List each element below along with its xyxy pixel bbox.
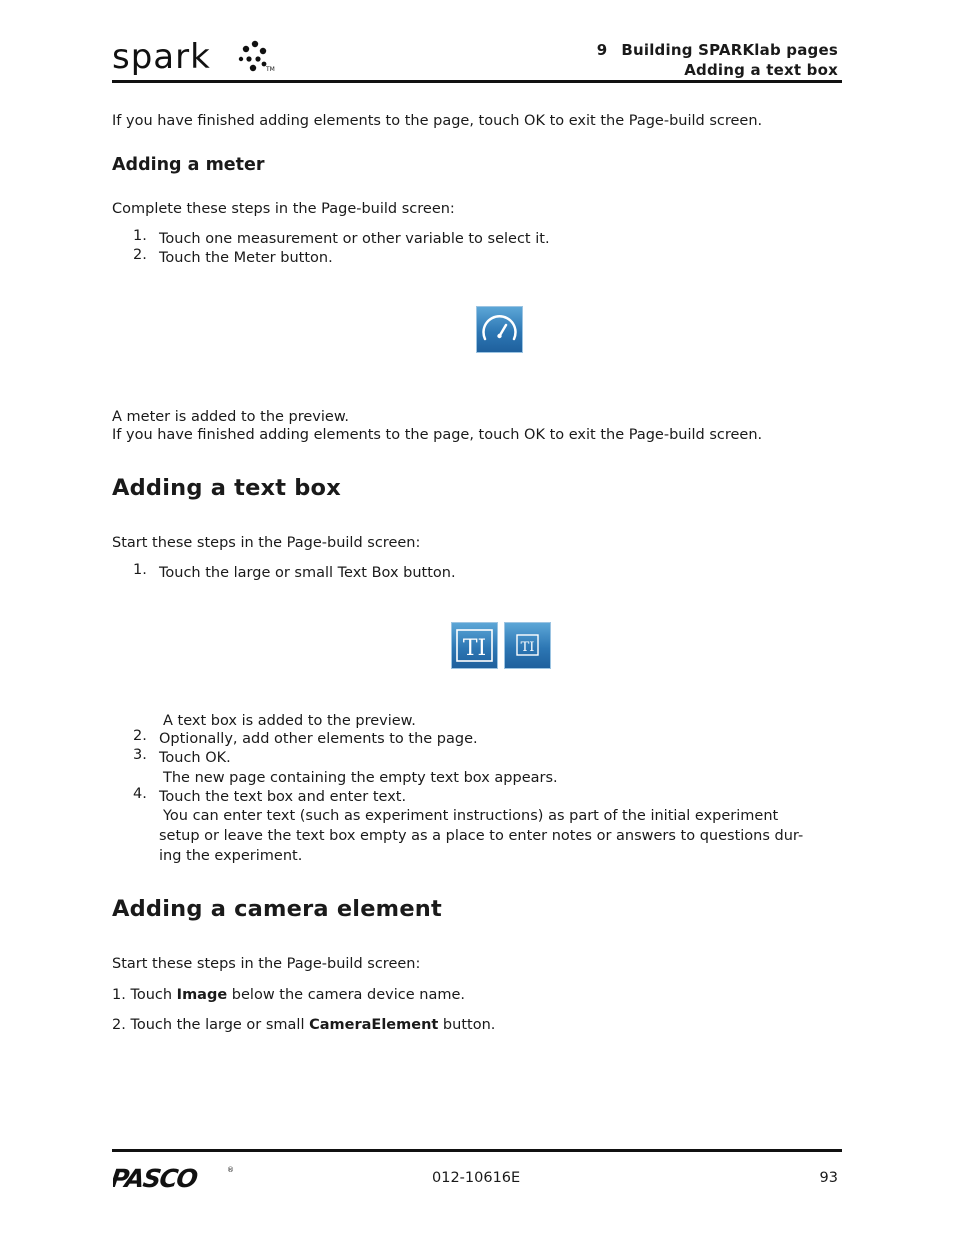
meter-result: A meter is added to the preview. [112, 409, 349, 425]
step-text: Optionally, add other elements to the page. [159, 731, 478, 747]
svg-text:TI: TI [520, 640, 535, 655]
small-text-box-icon [504, 622, 551, 669]
textbox-step-4-result-line-2: setup or leave the text box empty as a place to enter notes or answers to questions dur- [159, 828, 804, 844]
chapter-number: 9 [596, 41, 608, 59]
running-header [597, 40, 838, 80]
textbox-step-3-result: The new page containing the empty text box appears. [163, 770, 558, 786]
svg-text:TI: TI [462, 636, 487, 661]
camera-step-2-post: button. [438, 1017, 496, 1033]
step-text: Touch one measurement or other variable to select it. [159, 231, 550, 247]
footer-rule [112, 1149, 842, 1152]
spark-dots-icon [239, 41, 267, 71]
camera-step-1 [112, 986, 465, 1004]
meter-intro: Complete these steps in the Page-build screen: [112, 201, 455, 217]
page-number: 93 [819, 1170, 838, 1186]
chapter-title: Building SPARKlab pages [621, 41, 838, 59]
spark-logo-text: spark [112, 38, 211, 76]
step-number: 1. [133, 562, 147, 578]
spark-logo [112, 38, 282, 80]
large-text-box-icon [451, 622, 498, 669]
step-text: Touch OK. [159, 750, 231, 766]
meter-gauge-icon [476, 306, 523, 353]
step-number: 4. [133, 786, 147, 802]
textbox-step-4-result-line-1: You can enter text (such as experiment instructions) as part of the initial experiment [163, 808, 779, 824]
camera-step-1-bold: Image [176, 987, 228, 1003]
step-number: 2. [133, 247, 147, 263]
camera-step-2 [112, 1016, 495, 1034]
camera-step-1-post: below the camera device name. [227, 987, 466, 1003]
svg-text:TM: TM [266, 66, 275, 73]
svg-text:®: ® [227, 1166, 234, 1174]
step-text: Touch the Meter button. [159, 250, 333, 266]
camera-step-1-pre: 1. Touch [112, 987, 177, 1003]
step-number: 3. [133, 747, 147, 763]
section-title: Adding a text box [684, 61, 838, 79]
textbox-intro: Start these steps in the Page-build screen: [112, 535, 421, 551]
textbox-heading: Adding a text box [112, 475, 341, 501]
pasco-logo-text: PASCO [113, 1164, 199, 1191]
step-text: Touch the text box and enter text. [159, 789, 407, 805]
doc-code: 012-10616E [432, 1170, 521, 1186]
camera-heading: Adding a camera element [112, 896, 442, 922]
camera-step-2-pre: 2. Touch the large or small [112, 1017, 310, 1033]
intro-finish-text: If you have finished adding elements to the page, touch OK to exit the Page-build screen. [112, 113, 763, 129]
textbox-step-4-result-line-3: ing the experiment. [159, 848, 303, 864]
step-number: 1. [133, 228, 147, 244]
meter-heading: Adding a meter [112, 155, 265, 175]
meter-finish: If you have finished adding elements to the page, touch OK to exit the Page-build screen. [112, 427, 763, 443]
camera-step-2-bold: CameraElement [309, 1017, 439, 1033]
header-rule [112, 80, 842, 83]
step-text: Touch the large or small Text Box button. [159, 565, 456, 581]
textbox-step-1-result: A text box is added to the preview. [163, 713, 416, 729]
camera-intro: Start these steps in the Page-build screen: [112, 956, 421, 972]
pasco-logo [113, 1163, 238, 1195]
step-number: 2. [133, 728, 147, 744]
